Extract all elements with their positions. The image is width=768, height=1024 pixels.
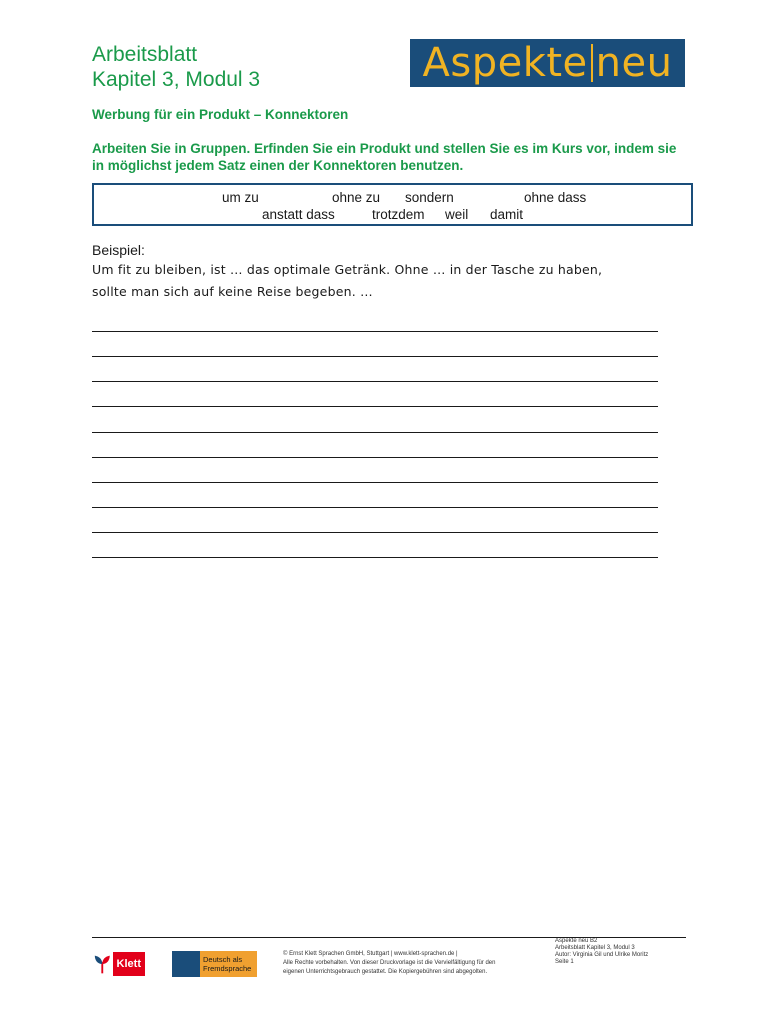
copyright-notice — [283, 950, 543, 977]
daf-logo — [172, 951, 257, 977]
writing-line — [92, 406, 658, 407]
writing-line — [92, 356, 658, 357]
example-line-1: Um fit zu bleiben, ist … das optimale Getränk. Ohne … in der Tasche zu haben, — [92, 262, 603, 277]
meta-line-1: Aspekte neu B2 — [555, 938, 598, 944]
writing-line — [92, 432, 658, 433]
title-line-1: Arbeitsblatt — [92, 43, 198, 66]
copyright-line-3: eigenen Unterrichtsgebrauch gestattet. Die Kopiergebühren sind abgegolten. — [283, 969, 488, 975]
writing-line — [92, 507, 658, 508]
aspekte-neu-logo — [410, 39, 685, 87]
meta-line-2: Arbeitsblatt Kapitel 3, Modul 3 — [555, 945, 635, 951]
daf-label: Deutsch als Fremdsprache — [200, 951, 257, 977]
connector-sondern: sondern — [405, 190, 454, 205]
connector-ohne-zu: ohne zu — [332, 190, 381, 205]
meta-line-3: Autor: Virginia Gil und Ulrike Moritz — [555, 952, 649, 958]
connector-anstatt-dass: anstatt dass — [262, 207, 335, 222]
connector-um-zu: um zu — [222, 190, 259, 205]
copyright-line-2: Alle Rechte vorbehalten. Von dieser Druckvorlage ist die Vervielfältigung für den — [283, 960, 496, 966]
connector-damit: damit — [490, 207, 524, 222]
example-label: Beispiel: — [92, 242, 145, 258]
meta-line-4: Seite 1 — [555, 959, 574, 965]
writing-line — [92, 532, 658, 533]
connector-box — [92, 183, 693, 226]
title-line-2: Kapitel 3, Modul 3 — [92, 68, 261, 91]
klett-label: Klett — [113, 952, 145, 976]
document-meta — [555, 938, 648, 966]
klett-logo — [92, 951, 145, 977]
klett-flower-icon — [92, 952, 113, 976]
writing-line — [92, 482, 658, 483]
section-subtitle: Werbung für ein Produkt – Konnektoren — [92, 107, 349, 122]
writing-line — [92, 557, 658, 558]
logo-text-right: neu — [595, 40, 673, 86]
connector-weil: weil — [445, 207, 469, 222]
writing-line — [92, 331, 658, 332]
connector-ohne-dass: ohne dass — [524, 190, 587, 205]
page-title — [92, 42, 260, 92]
connector-trotzdem: trotzdem — [372, 207, 425, 222]
logo-text-left: Aspekte — [422, 40, 588, 86]
writing-line — [92, 381, 658, 382]
example-text — [92, 259, 692, 303]
task-instructions: Arbeiten Sie in Gruppen. Erfinden Sie ein Produkt und stellen Sie es im Kurs vor, indem sie in möglichst jedem Satz einen der Konnektoren benutzen. — [92, 141, 677, 173]
copyright-line-1: © Ernst Klett Sprachen GmbH, Stuttgart | www.klett-sprachen.de | — [283, 951, 458, 957]
logo-divider — [591, 44, 593, 82]
example-line-2: sollte man sich auf keine Reise begeben. … — [92, 284, 373, 299]
writing-line — [92, 457, 658, 458]
daf-blue-block — [172, 951, 200, 977]
